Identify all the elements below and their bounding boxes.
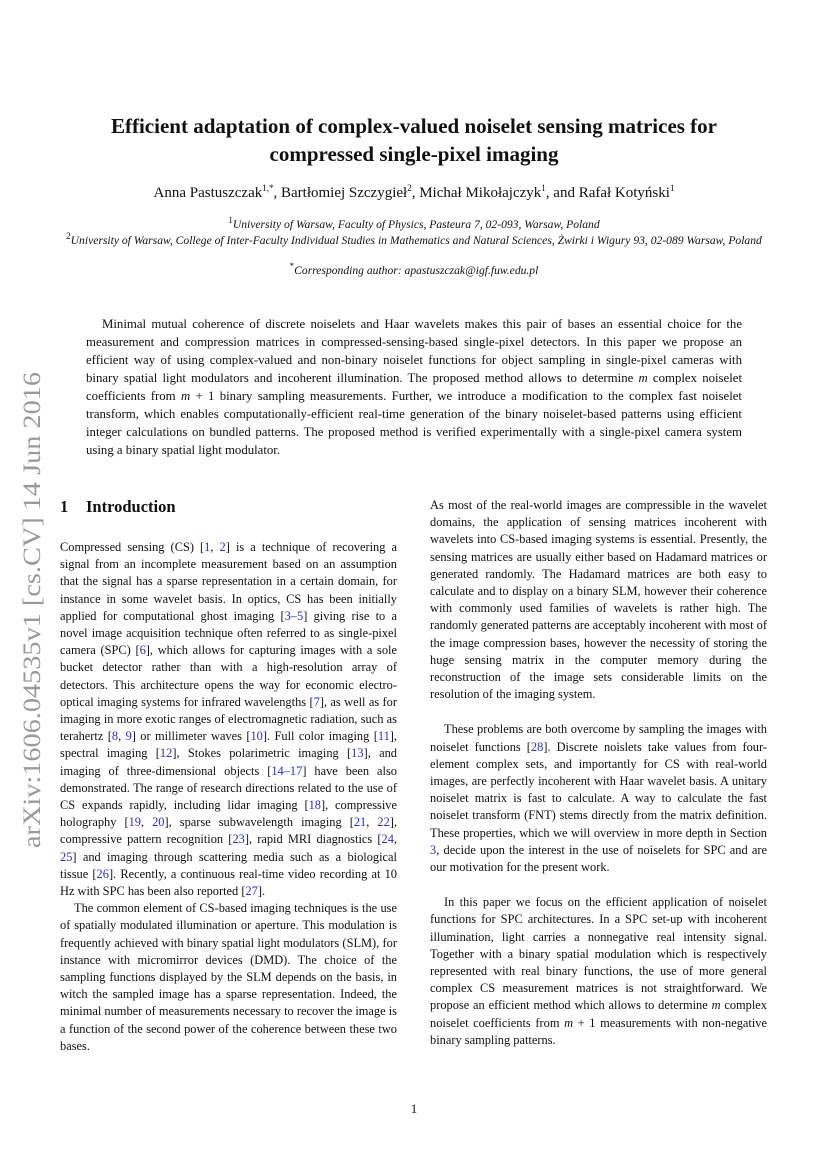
- citation-link[interactable]: 21: [353, 815, 367, 830]
- body-paragraph: These problems are both overcome by sampling the images with noiselet functions [28]. Discrete noislets take values from four-element complex sets, and importantly for CS with real-world images, are perfectly incoherent with Haar wavelet basis. A unitary noiselet matrix is fast to calculate. A way to calculate the fast noiselet transform (FNT) stems directly from the matrix definition. These properties, which we will overview in more depth in Section 3, decide upon the interest in the use of noiselets for SPC and are our motivation for the present work.: [430, 722, 767, 875]
- math-symbol: m: [638, 371, 648, 385]
- title-line-2: compressed single-pixel imaging: [269, 142, 559, 166]
- citation-link[interactable]: 20: [152, 815, 165, 830]
- arxiv-stamp: [10, 370, 50, 850]
- body-paragraph: As most of the real-world images are compressible in the wavelet domains, the application of sensing matrices incoherent with wavelets into CS-based imaging systems is essential. Presently, the sensing matrices are usually either based on Hadamard matrices or generated randomly. The Hadamard matrices are both easy to calculate and to display on a binary SLM, however their coherence with commonly used families of wavelets is rather high. The randomly generated patterns are acceptably incoherent with most of the image compression bases, however the necessity of storing the huge sensing matrix in the computer memory during the reconstruction of the image sets considerable limits on the resolution of the imaging system.: [430, 498, 767, 702]
- affiliation-2-text: University of Warsaw, College of Inter-Faculty Individual Studies in Mathematics and Natural Sciences, Żwirki i Wigury 93, 02-089 Warsaw, Poland: [70, 234, 762, 247]
- citation-link[interactable]: 28: [530, 739, 544, 754]
- title-line-1: Efficient adaptation of complex-valued noiselet sensing matrices for: [110, 114, 718, 138]
- math-symbol: m: [564, 1015, 574, 1030]
- citation-link[interactable]: 7: [313, 694, 320, 709]
- citation-link[interactable]: 22: [377, 815, 390, 830]
- paper-title: [70, 112, 758, 168]
- citation-link[interactable]: 11: [377, 729, 390, 744]
- citation-link[interactable]: 23: [232, 832, 245, 847]
- section-title: Introduction: [86, 497, 176, 516]
- author-affiliation-marker: 2: [407, 183, 412, 193]
- author-name: Bartłomiej Szczygieł: [281, 185, 408, 201]
- citation-link[interactable]: 9: [125, 729, 132, 744]
- body-paragraph: The common element of CS-based imaging techniques is the use of spatially modulated illumination or aperture. This modulation is frequently achieved with binary spatial light modulators (SLM), for instance with micromirror devices (DMD). The choice of the sampling functions displayed by the SLM depends on the basis, in witch the sampled image has a sparse representation. Indeed, the minimal number of measurements necessary to recover the image is a function of the second power of the coherence between these two bases.: [60, 901, 397, 1053]
- affiliation-1-marker: 1: [228, 215, 233, 226]
- citation-link[interactable]: 6: [139, 643, 146, 658]
- citation-link[interactable]: 14–17: [271, 763, 303, 778]
- citation-link[interactable]: 24: [381, 832, 394, 847]
- page-number: 1: [410, 1101, 418, 1116]
- right-column: [430, 497, 767, 1067]
- citation-link[interactable]: 8: [111, 729, 119, 744]
- corresponding-author-text: Corresponding author: apastuszczak@igf.fuw.edu.pl: [294, 264, 539, 277]
- arxiv-stamp-text: arXiv:1606.04535v1 [cs.CV] 14 Jun 2016: [19, 427, 46, 848]
- author-name: Rafał Kotyński: [578, 185, 670, 201]
- affiliation-2-marker: 2: [66, 231, 71, 242]
- affiliation-1: [58, 217, 770, 232]
- citation-link[interactable]: 26: [96, 866, 109, 881]
- citation-link[interactable]: 3–5: [284, 608, 304, 623]
- citation-link[interactable]: 25: [60, 849, 73, 864]
- author-affiliation-marker: 1,*: [262, 183, 274, 193]
- body-paragraph: Compressed sensing (CS) [1, 2] is a technique of recovering a signal from an incomplete measurement based on an assumption that the signal has a sparse representation in a certain domain, for instance in some wavelet basis. In optics, CS has been initially applied for computational ghost imaging [3–5] giving rise to a novel image acquisition technique often referred to as single-pixel camera (SPC) [6], which allows for capturing images with a sole bucket detector rather than with a high-resolution array of detectors. This architecture opens the way for economic electro-optical imaging systems for infrared wavelengths [7], as well as for imaging in more exotic ranges of electromagnetic radiation, such as terahertz [8, 9] or millimeter waves [10]. Full color imaging [11], spectral imaging [12], Stokes polarimetric imaging [13], and imaging of three-dimensional objects [14–17] have been also demonstrated. The range of research directions related to the use of CS expands rapidly, including lidar imaging [18], compressive holography [19, 20], sparse subwavelength imaging [21, 22], compressive pattern recognition [23], rapid MRI diagnostics [24, 25] and imaging through scattering media such as a biological tissue [26]. Recently, a continuous real-time video recording at 10 Hz with SPC has been also reported [27].: [60, 540, 398, 899]
- corresponding-author: [58, 263, 770, 278]
- left-column: [60, 497, 397, 1055]
- abstract: Minimal mutual coherence of discrete noiselets and Haar wavelets makes this pair of bases an essential choice for the measurement and compression matrices in compressed-sensing-based single-pixel detectors. In this paper we propose an efficient way of using complex-valued and non-binary noiselet functions for object sampling in single-pixel cameras with binary spatial light modulators and incoherent illumination. The proposed method allows to determine m complex noiselet coefficients from m + 1 binary sampling measurements. Further, we introduce a modification to the complex fast noiselet transform, which enables computationally-efficient real-time generation of the binary noiselet-based patterns using efficient integer calculations on bundled patterns. The proposed method is verified experimentally with a single-pixel camera system using a binary spatial light modulator.: [86, 317, 743, 457]
- author-name: Michał Mikołajczyk: [419, 185, 542, 201]
- math-symbol: m: [180, 389, 191, 403]
- author-list: Anna Pastuszczak$^{1,*}$, Bartłomiej Szczygieł$^2$, Michał Mikołajczyk$^1$, and Rafał Kotyński$^1$: [153, 183, 675, 201]
- citation-link[interactable]: 19: [128, 815, 141, 830]
- citation-link[interactable]: 10: [250, 729, 263, 744]
- citation-link[interactable]: 1: [204, 540, 211, 554]
- author-affiliation-marker: 1: [669, 183, 675, 193]
- citation-link[interactable]: 12: [159, 746, 173, 761]
- math-symbol: m: [711, 998, 721, 1013]
- citation-link[interactable]: 27: [245, 884, 258, 899]
- citation-link[interactable]: 2: [219, 540, 226, 554]
- affiliation-2: [58, 233, 770, 248]
- author-name: Anna Pastuszczak: [153, 185, 263, 201]
- section-number: 1: [60, 497, 69, 516]
- body-paragraph: In this paper we focus on the efficient application of noiselet functions for SPC architectures. In a SPC set-up with incoherent illumination, light carries a nonnegative real intensity signal. Together with a binary spatial modulation which is respectively represented with real binary functions, the use of more general complex CS measurement matrices is not straightforward. We propose an efficient method which allows to determine m complex noiselet coefficients from m + 1 measurements with non-negative binary sampling patterns.: [430, 895, 768, 1047]
- citation-link[interactable]: 3: [430, 842, 437, 857]
- affiliation-1-text: University of Warsaw, Faculty of Physics, Pasteura 7, 02-093, Warsaw, Poland: [232, 218, 600, 231]
- corresponding-marker: *: [289, 261, 295, 272]
- citation-link[interactable]: 13: [351, 746, 364, 761]
- section-heading-introduction: [60, 497, 397, 517]
- citation-link[interactable]: 18: [308, 798, 321, 813]
- author-affiliation-marker: 1: [541, 183, 546, 193]
